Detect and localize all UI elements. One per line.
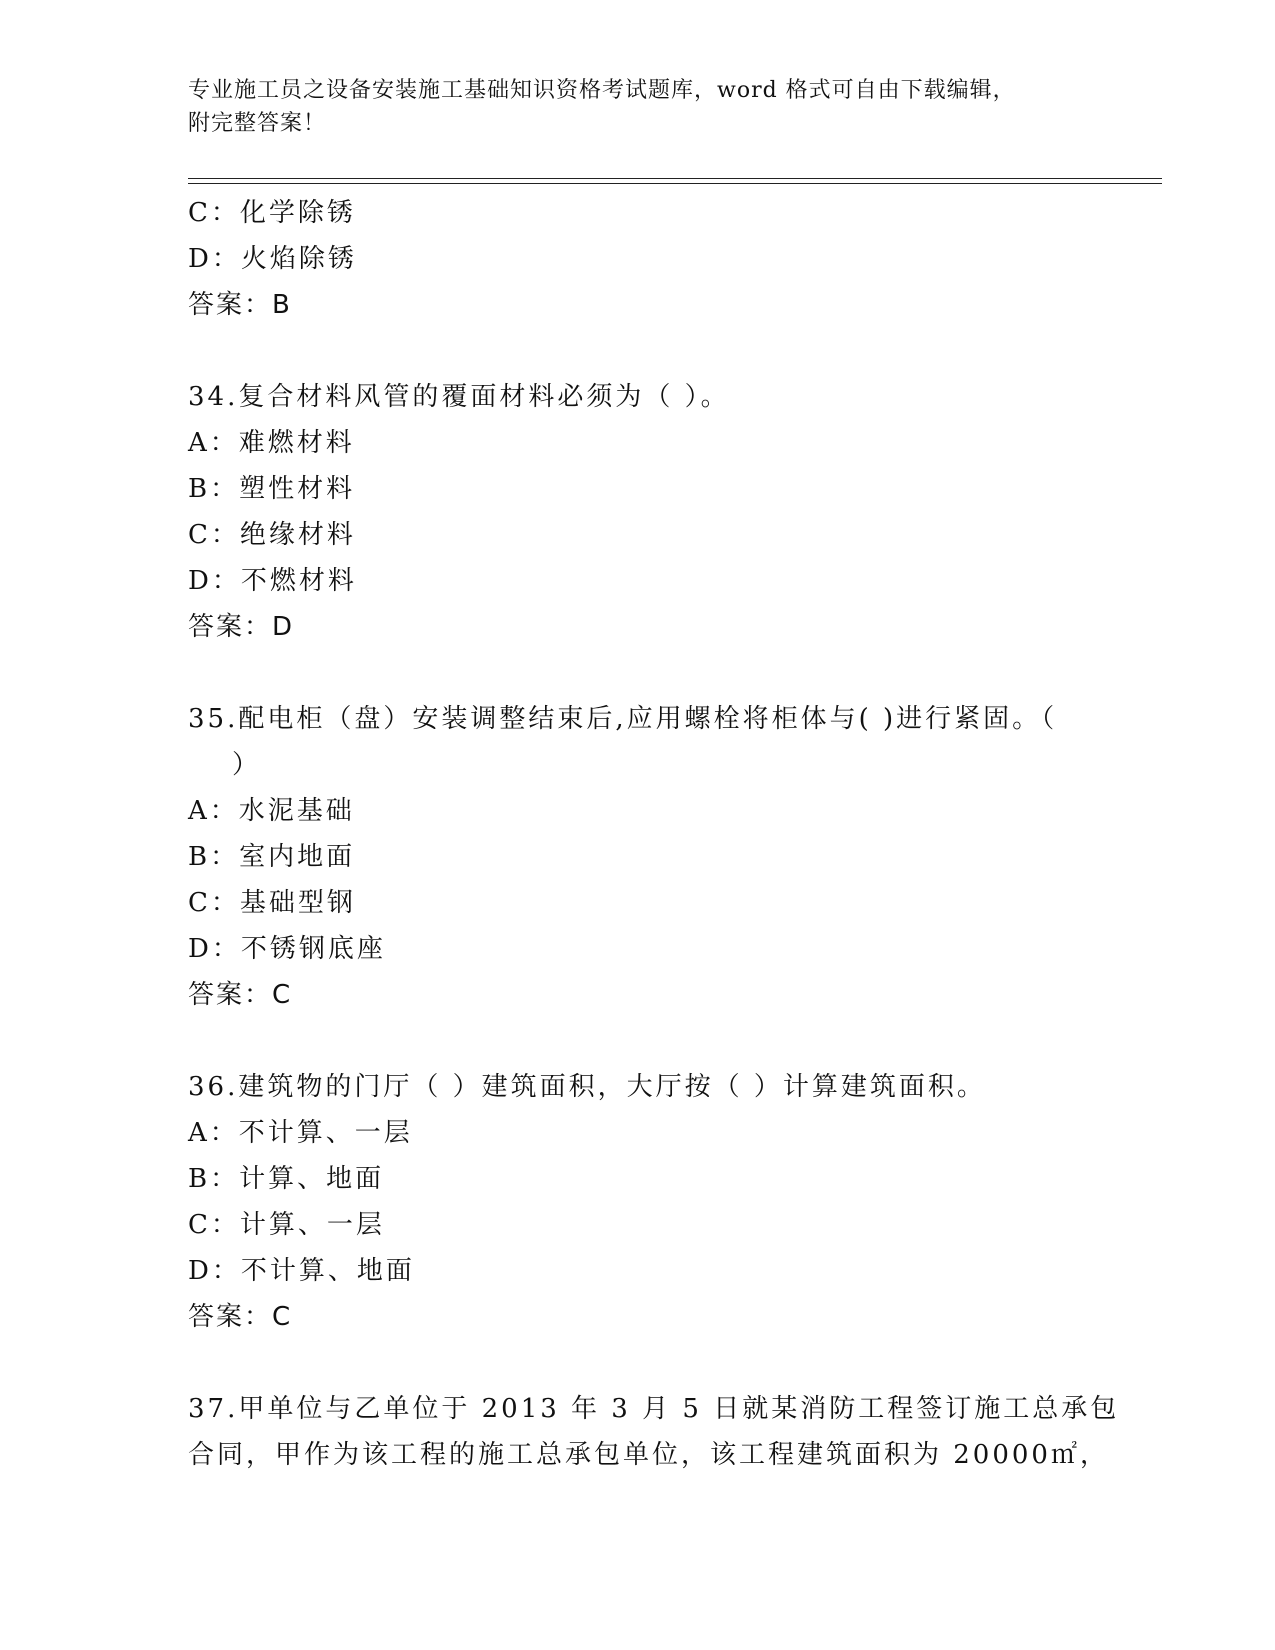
spacer bbox=[188, 328, 1088, 374]
question-text: 35.配电柜（盘）安装调整结束后,应用螺栓将柜体与( )进行紧固。（ bbox=[188, 704, 1058, 734]
option-b: B：塑性材料 bbox=[188, 474, 356, 504]
spacer bbox=[188, 1018, 1088, 1064]
spacer bbox=[188, 1340, 1088, 1386]
question-list bbox=[188, 190, 1120, 1478]
header-line-2: 附完整答案！ bbox=[188, 111, 327, 136]
question-34 bbox=[188, 374, 1088, 650]
question-fragment bbox=[188, 190, 1088, 328]
option-b: B：计算、地面 bbox=[188, 1164, 385, 1194]
question-text-continuation: ） bbox=[232, 750, 262, 780]
option-a: A：难燃材料 bbox=[188, 428, 355, 458]
question-text-line-1: 37.甲单位与乙单位于 2013 年 3 月 5 日就某消防工程签订施工总承包 bbox=[188, 1394, 1120, 1424]
answer-line: 答案：C bbox=[188, 980, 293, 1010]
option-a: A：不计算、一层 bbox=[188, 1118, 413, 1148]
header-rule-bottom bbox=[188, 183, 1162, 184]
question-text: 34.复合材料风管的覆面材料必须为（ ）。 bbox=[188, 382, 730, 412]
option-c: C：基础型钢 bbox=[188, 888, 356, 918]
header-rule-top bbox=[188, 178, 1162, 179]
option-a: A：水泥基础 bbox=[188, 796, 355, 826]
option-c: C：计算、一层 bbox=[188, 1210, 385, 1240]
question-36 bbox=[188, 1064, 1088, 1340]
option-c: C：绝缘材料 bbox=[188, 520, 356, 550]
spacer bbox=[188, 650, 1088, 696]
header-line-1: 专业施工员之设备安装施工基础知识资格考试题库，word 格式可自由下载编辑， bbox=[188, 78, 1016, 103]
question-text: 36.建筑物的门厅（ ）建筑面积，大厅按（ ）计算建筑面积。 bbox=[188, 1072, 986, 1102]
option-d: D：火焰除锈 bbox=[188, 244, 357, 274]
question-35 bbox=[188, 696, 1088, 1018]
answer-line: 答案：D bbox=[188, 612, 295, 642]
answer-line: 答案：C bbox=[188, 1302, 293, 1332]
option-b: B：室内地面 bbox=[188, 842, 356, 872]
document-header bbox=[188, 74, 1068, 140]
option-d: D：不锈钢底座 bbox=[188, 934, 386, 964]
option-d: D：不燃材料 bbox=[188, 566, 357, 596]
question-37 bbox=[188, 1386, 1120, 1478]
answer-line: 答案：B bbox=[188, 290, 292, 320]
question-text-line-2: 合同，甲作为该工程的施工总承包单位，该工程建筑面积为 20000㎡， bbox=[188, 1440, 1109, 1470]
option-c: C：化学除锈 bbox=[188, 198, 356, 228]
option-d: D：不计算、地面 bbox=[188, 1256, 415, 1286]
